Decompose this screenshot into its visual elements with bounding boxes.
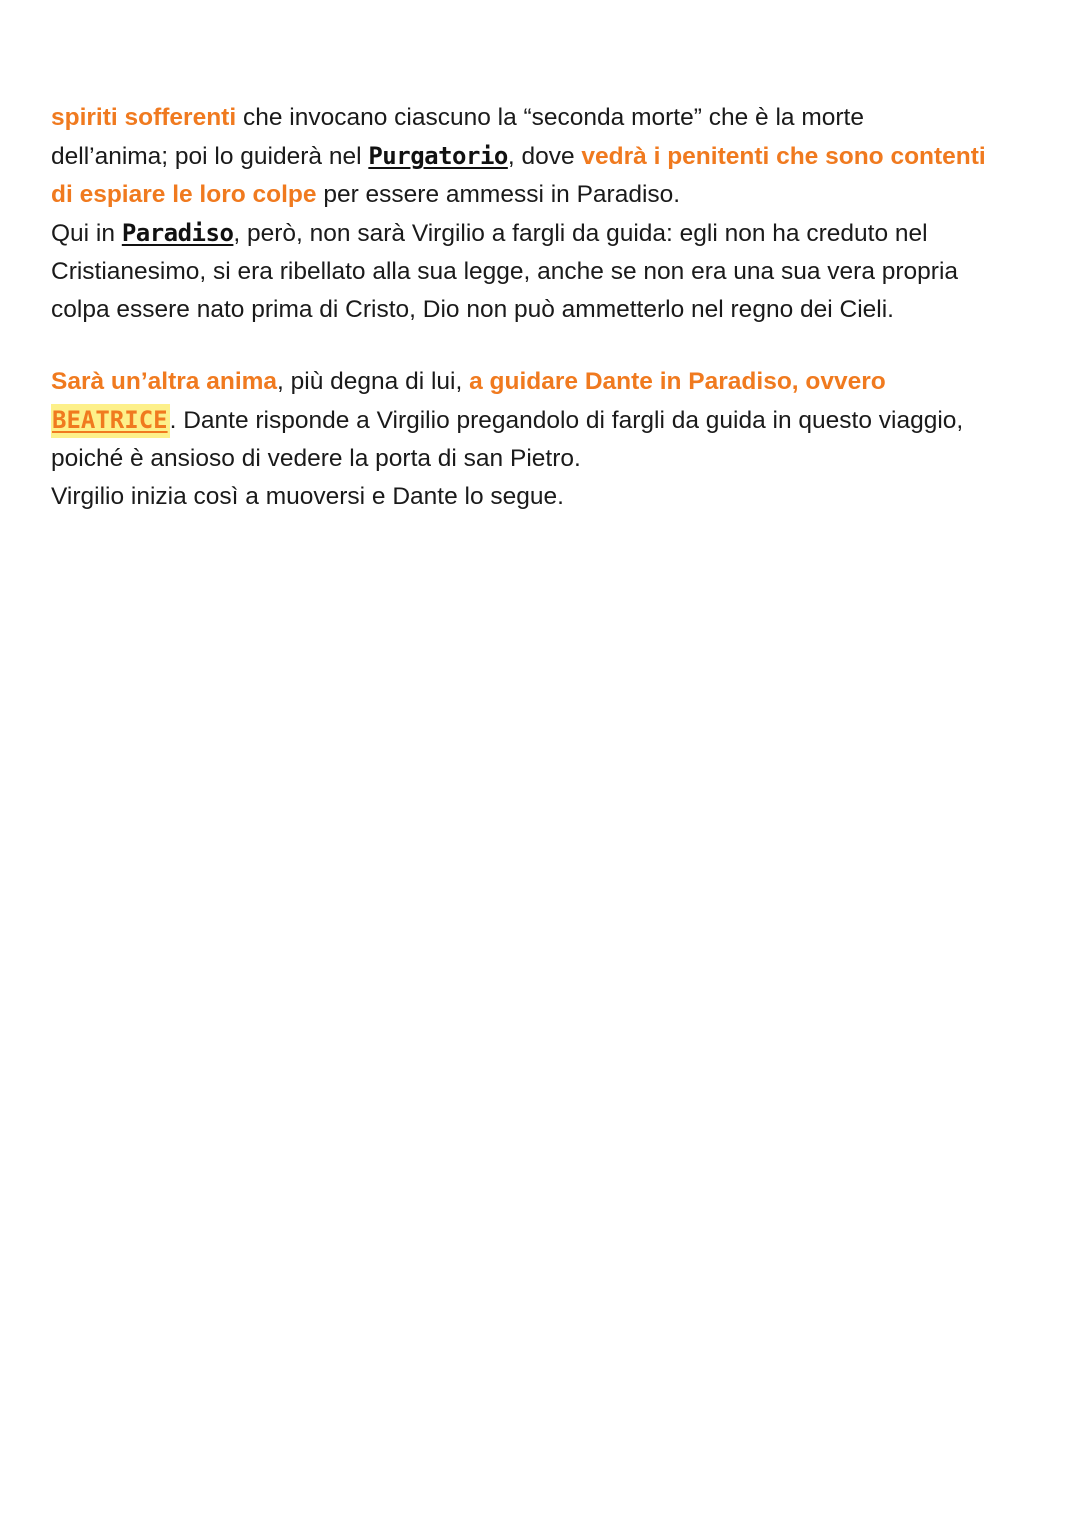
paragraph-beatrice bbox=[51, 363, 1051, 516]
keyword-purgatorio: Purgatorio bbox=[368, 142, 508, 170]
text-line: colpa essere nato prima di Cristo, Dio non può ammetterlo nel regno dei Cieli. bbox=[51, 296, 894, 323]
body-text: per essere ammessi in Paradiso. bbox=[316, 181, 681, 208]
text-line bbox=[51, 137, 1051, 176]
body-text: Qui in bbox=[51, 220, 122, 247]
body-text: . Dante risponde a Virgilio pregandolo di fargli da guida in questo viaggio, bbox=[169, 407, 964, 434]
text-line: Cristianesimo, si era ribellato alla sua legge, anche se non era una sua vera propria bbox=[51, 258, 959, 285]
highlight-phrase: vedrà i penitenti che sono contenti bbox=[581, 143, 986, 170]
highlight-phrase: spiriti sofferenti bbox=[51, 104, 237, 131]
paragraph-guide-journey bbox=[51, 99, 1051, 329]
highlight-phrase: a guidare Dante in Paradiso, ovvero bbox=[469, 368, 886, 395]
text-line bbox=[51, 401, 1051, 440]
text-line bbox=[51, 176, 1051, 214]
text-line: poiché è ansioso di vedere la porta di san Pietro. bbox=[51, 445, 581, 472]
text-line bbox=[51, 214, 1051, 253]
body-text: dell’anima; poi lo guiderà nel bbox=[51, 143, 369, 170]
text-line: Virgilio inizia così a muoversi e Dante lo segue. bbox=[51, 483, 564, 510]
keyword-beatrice: BEATRICE bbox=[51, 404, 170, 438]
highlight-phrase: Sarà un’altra anima bbox=[51, 368, 278, 395]
body-text: , dove bbox=[507, 143, 582, 170]
highlight-phrase: di espiare le loro colpe bbox=[51, 181, 317, 208]
text-line bbox=[51, 363, 1051, 401]
text-line bbox=[51, 99, 1051, 137]
body-text: , però, non sarà Virgilio a fargli da guida: egli non ha creduto nel bbox=[233, 220, 928, 247]
body-text: , più degna di lui, bbox=[277, 368, 470, 395]
keyword-paradiso: Paradiso bbox=[121, 219, 234, 247]
body-text: che invocano ciascuno la “seconda morte” che è la morte bbox=[236, 104, 864, 131]
